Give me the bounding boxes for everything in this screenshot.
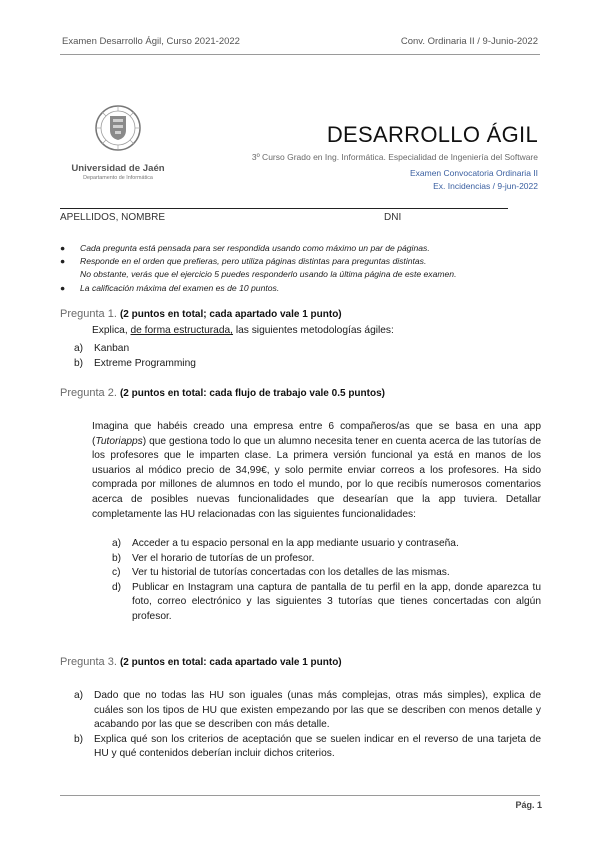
list-item: a) Kanban xyxy=(74,343,130,354)
page-number: Pág. 1 xyxy=(515,800,542,810)
university-seal-icon xyxy=(58,104,178,160)
dni-label: DNI xyxy=(384,212,402,223)
instruction-item: No obstante, verás que el ejercicio 5 puedes responderlo usando la última página de este examen. xyxy=(80,269,457,280)
footer-rule xyxy=(60,795,540,796)
question-3-heading xyxy=(60,656,342,668)
emphasis-underlined: de forma estructurada, xyxy=(130,325,234,336)
department-name: Departamento de Informática xyxy=(83,175,153,181)
question-1-points: (2 puntos en total; cada apartado vale 1 punto) xyxy=(119,309,342,320)
question-2-items xyxy=(112,537,541,625)
question-1-heading xyxy=(60,308,342,320)
university-name: Universidad de Jaén xyxy=(71,163,165,174)
question-3-label: Pregunta 3. xyxy=(60,656,117,668)
question-1-items xyxy=(74,342,534,371)
exam-incidencias: Ex. Incidencias / 9-jun-2022 xyxy=(433,181,538,191)
name-label: APELLIDOS, NOMBRE xyxy=(60,212,166,223)
question-2-heading xyxy=(60,387,385,399)
dni-line xyxy=(384,208,508,209)
exam-convocatoria: Examen Convocatoria Ordinaria II xyxy=(409,168,538,178)
instruction-item: ● Cada pregunta está pensada para ser respondida usando como máximo un par de páginas. xyxy=(60,242,540,255)
running-header-left: Examen Desarrollo Ágil, Curso 2021-2022 xyxy=(62,36,240,47)
question-1-label: Pregunta 1. xyxy=(60,308,117,320)
question-3-points: (2 puntos en total: cada apartado vale 1 punto) xyxy=(119,657,342,668)
list-item: b) Extreme Programming xyxy=(74,357,196,369)
instruction-item: ● La calificación máxima del examen es de 10 puntos. xyxy=(60,282,540,295)
bullet-icon: ● xyxy=(60,243,66,253)
running-header-right: Conv. Ordinaria II / 9-Junio-2022 xyxy=(400,36,538,47)
course-subtitle: 3º Curso Grado en Ing. Informática. Especialidad de Ingeniería del Software xyxy=(251,152,538,162)
list-item: a) Acceder a tu espacio personal en la app mediante usuario y contraseña. xyxy=(112,538,459,549)
instructions-list xyxy=(60,242,540,295)
list-item: b) Explica qué son los criterios de aceptación que se suelen indicar en el reverso de una tarjeta de HU y qué contenidos deberían incluir dichos criterios. xyxy=(74,733,541,760)
bullet-icon: ● xyxy=(60,256,66,267)
header-rule xyxy=(60,54,540,55)
bullet-icon: ● xyxy=(60,282,66,293)
question-2-paragraph: Imagina que habéis creado una empresa entre 6 compañeros/as que se basa en una app (Tutoriapps) que gestiona todo lo que un alumno necesita tener en cuenta acerca de las tutorías de los profesores que le imparten clase. La primera versión funcional ya está en manos de los usuarios al módico precio de 34,99€, y solo permite enviar correos a los profesores. Ha sido comprada por millones de alumnos en todo el mundo, por lo que recibís numerosos comentarios acerca de posibles nuevas funcionalidades que desearían que la app tuviera. Detallar completamente las HU relacionadas con las siguientes funcionalidades: xyxy=(92,421,541,520)
question-1-intro: Explica, de forma estructurada, las siguientes metodologías ágiles: xyxy=(92,325,394,336)
instruction-item: ● Responde en el orden que prefieras, pero utiliza páginas distintas para preguntas distintas. xyxy=(60,255,540,268)
list-item: d) Publicar en Instagram una captura de pantalla de tu perfil en la app, donde aparezca tu foto, correo electrónico y las siguientes 3 tutorías que tienes concertadas con algún profesor. xyxy=(112,581,541,622)
question-3-items xyxy=(74,689,541,762)
list-item: a) Dado que no todas las HU son iguales (unas más complejas, otras más simples), explica de cuáles son los tipos de HU que existen empezando por las que se describen con menos detalle y acabando por las que se describen con más detalle. xyxy=(74,690,541,731)
list-item: b) Ver el horario de tutorías de un profesor. xyxy=(112,552,315,564)
course-title: DESARROLLO ÁGIL xyxy=(326,122,538,147)
question-2-points: (2 puntos en total: cada flujo de trabajo vale 0.5 puntos) xyxy=(119,388,385,399)
university-logo xyxy=(58,104,178,181)
name-line xyxy=(60,208,390,209)
list-item: c) Ver tu historial de tutorías concertadas con los detalles de las mismas. xyxy=(112,567,450,579)
question-2-label: Pregunta 2. xyxy=(60,387,117,399)
app-name: Tutoriapps xyxy=(95,435,143,447)
